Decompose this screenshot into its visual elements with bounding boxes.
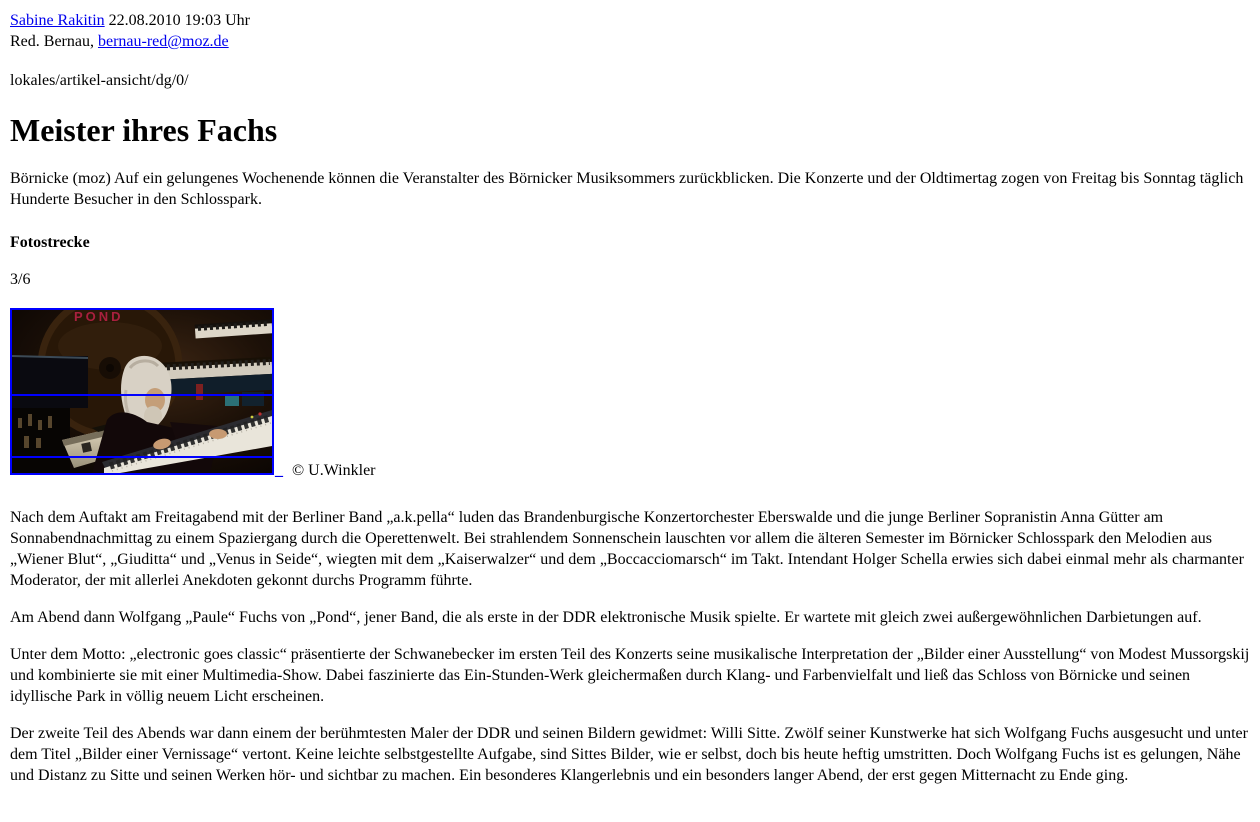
article-datetime: 22.08.2010 19:03 Uhr: [108, 12, 250, 29]
photo-underscore-link[interactable]: _: [275, 462, 283, 479]
article-paragraph: Am Abend dann Wolfgang „Paule“ Fuchs von „Pond“, jener Band, die als erste in der DDR elektronische Musik spielte. Er wartete mit gleich zwei außergewöhnlichen Darbietungen auf.: [10, 609, 1202, 626]
byline-line-1: [10, 10, 1250, 31]
byline: [10, 10, 1250, 52]
article-photo: [12, 310, 272, 473]
page-title: Meister ihres Fachs: [10, 112, 278, 148]
photo-row: [10, 308, 1250, 481]
breadcrumb: lokales/artikel-ansicht/dg/0/: [10, 72, 189, 89]
article-paragraph: Nach dem Auftakt am Freitagabend mit der Berliner Band „a.k.pella“ luden das Brandenburgische Konzertorchester Eberswalde und die junge Berliner Sopranistin Anna Gütter am Sonnabendnachmittag zu einem Spaziergang durch die Operettenwelt. Bei strahlendem Sonnenschein lauschten vor allem die älteren Semester im Börnicker Schlosspark den Melodien aus „Wiener Blut“, „Giuditta“ und „Venus in Seide“, wiegten mit dem „Kaiserwalzer“ und dem „Boccacciomarsch“ im Takt. Intendant Holger Schella erwies sich dabei einmal mehr als charmanter Moderator, der mit allerlei Anekdoten gekonnt durchs Programm führte.: [10, 509, 1244, 589]
photo-link[interactable]: [10, 308, 274, 475]
gallery-counter: 3/6: [10, 271, 31, 288]
article-paragraph: Der zweite Teil des Abends war dann einem der berühmtesten Maler der DDR und seinen Bildern gewidmet: Willi Sitte. Zwölf seiner Kunstwerke hat sich Wolfgang Fuchs ausgesucht und unter dem Titel „Bilder einer Vernissage“ vertont. Keine leichte selbstgestellte Aufgabe, sind Sittes Bilder, wie er selbst, doch bis heute heftig umstritten. Doch Wolfgang Fuchs ist es gelungen, Nähe und Distanz zu Sitte und seinen Werken hör- und sichtbar zu machen. Ein besonderes Klangerlebnis und ein besonders langer Abend, der erst gegen Mitternacht zu Ende ging.: [10, 725, 1248, 784]
gallery-heading: Fotostrecke: [10, 234, 90, 251]
department-label: Red. Bernau,: [10, 33, 94, 50]
author-link[interactable]: Sabine Rakitin: [10, 12, 105, 29]
email-link[interactable]: bernau-red@moz.de: [97, 33, 229, 50]
byline-line-2: [10, 31, 1250, 52]
article-lead: Börnicke (moz) Auf ein gelungenes Wochenende können die Veranstalter des Börnicker Musiksommers zurückblicken. Die Konzerte und der Oldtimertag zogen von Freitag bis Sonntag täglich Hunderte Besucher in den Schlosspark.: [10, 170, 1244, 208]
article-paragraph: Unter dem Motto: „electronic goes classic“ präsentierte der Schwanebecker im ersten Teil des Konzerts seine musikalische Interpretation der „Bilder einer Ausstellung“ von Modest Mussorgskij und kombinierte sie mit einer Multimedia-Show. Dabei faszinierte das Ein-Stunden-Werk gleichermaßen durch Klang- und Farbenvielfalt und ließ das Schloss von Börnicke und seinen idyllische Park in völlig neuem Licht erscheinen.: [10, 646, 1250, 705]
photo-credit: © U.Winkler: [292, 462, 376, 479]
photo-pond-text: POND: [74, 310, 124, 324]
